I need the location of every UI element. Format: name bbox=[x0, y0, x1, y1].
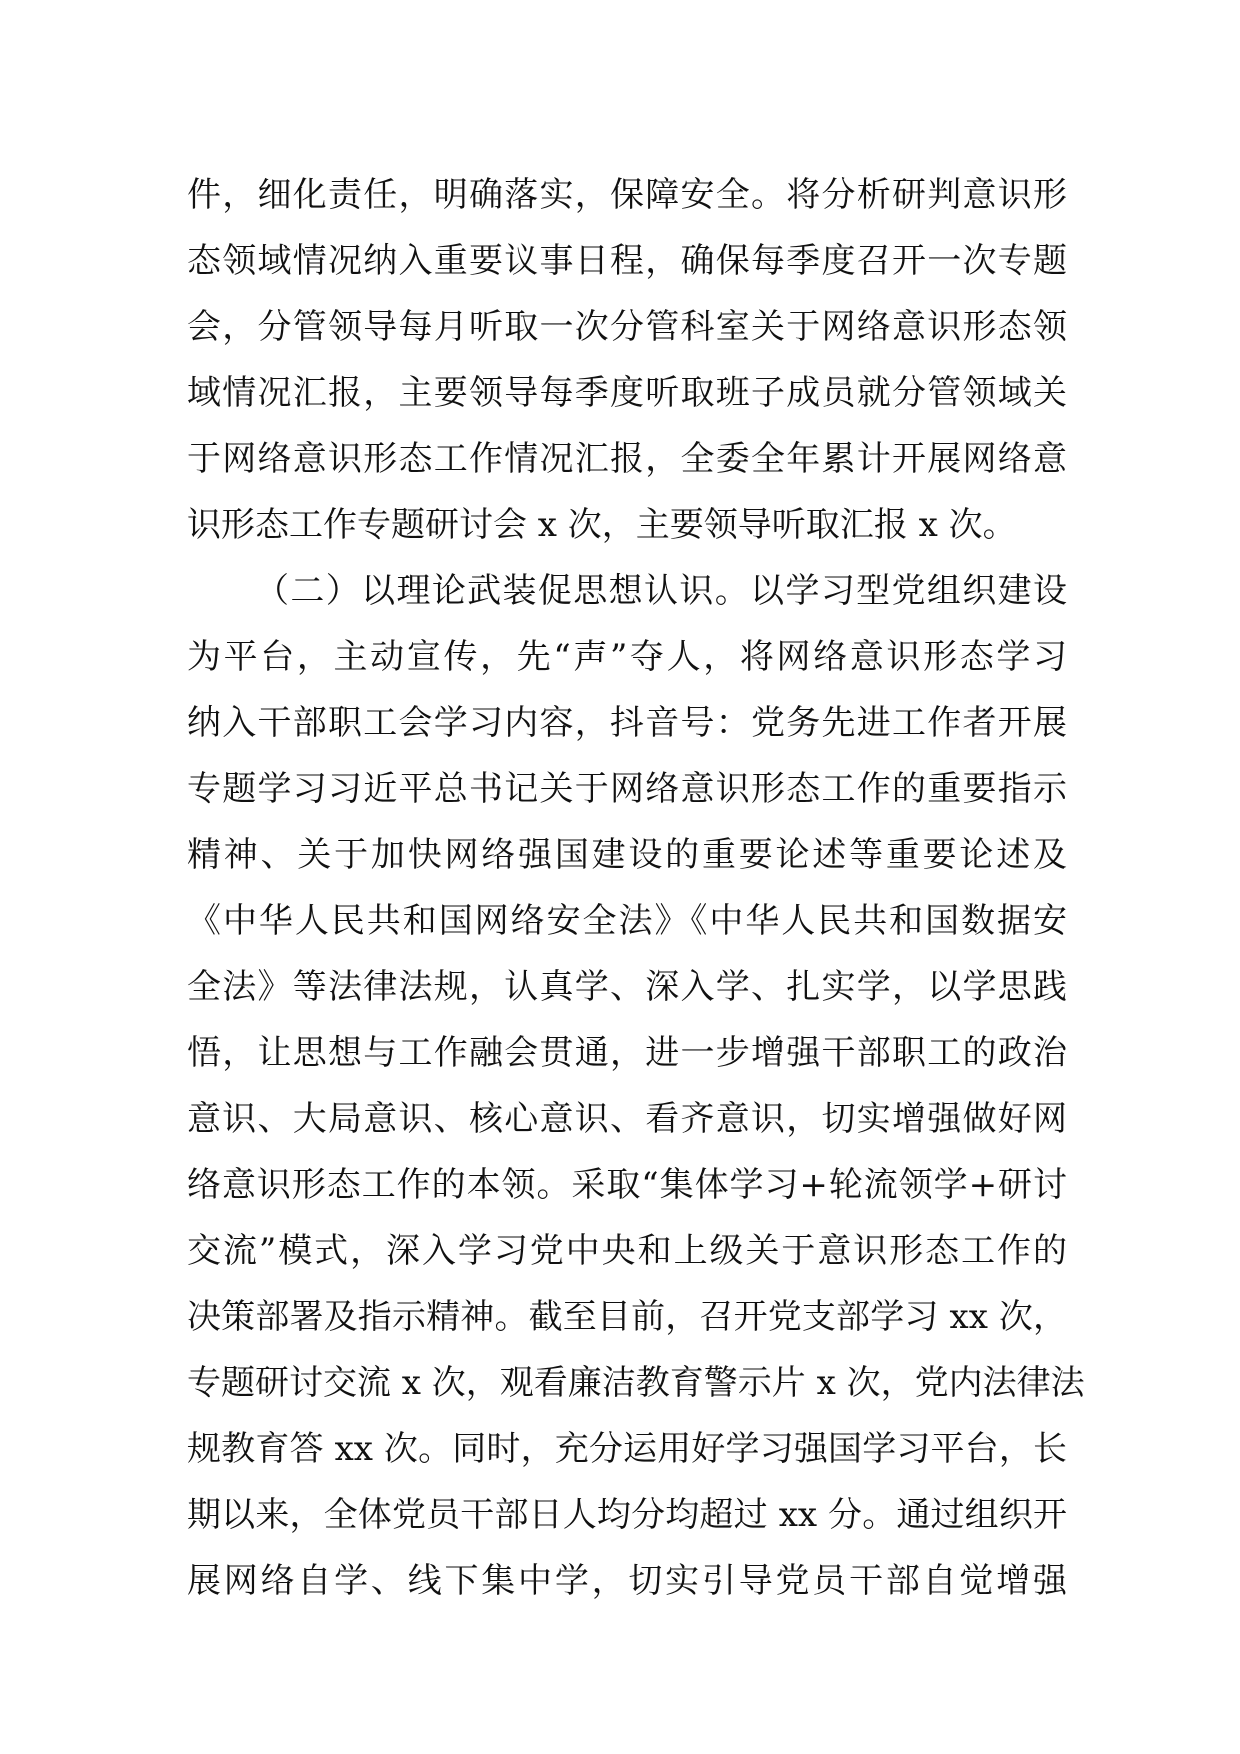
text-line: 会，分管领导每月听取一次分管科室关于网络意识形态领 bbox=[187, 307, 1067, 347]
text-line: 于网络意识形态工作情况汇报，全委全年累计开展网络意 bbox=[187, 439, 1067, 479]
section-heading-line: （二）以理论武装促思想认识。以学习型党组织建设 bbox=[255, 571, 1067, 611]
text-line: 精神、关于加快网络强国建设的重要论述等重要论述及 bbox=[187, 835, 1067, 875]
text-line: 态领域情况纳入重要议事日程，确保每季度召开一次专题 bbox=[187, 241, 1067, 281]
text-line: 识形态工作专题研讨会 x 次，主要领导听取汇报 x 次。 bbox=[187, 505, 1017, 545]
text-line: 域情况汇报，主要领导每季度听取班子成员就分管领域关 bbox=[187, 373, 1067, 413]
text-line: 件，细化责任，明确落实，保障安全。将分析研判意识形 bbox=[187, 175, 1067, 215]
text-line: 专题学习习近平总书记关于网络意识形态工作的重要指示 bbox=[187, 769, 1067, 809]
paragraph-1 bbox=[187, 162, 1067, 558]
text-line: 全法》等法律法规，认真学、深入学、扎实学，以学思践 bbox=[187, 967, 1067, 1007]
text-line: 络意识形态工作的本领。采取“集体学习+轮流领学+研讨 bbox=[187, 1165, 1067, 1205]
body-text bbox=[187, 162, 1085, 1614]
text-line: 交流”模式，深入学习党中央和上级关于意识形态工作的 bbox=[187, 1231, 1067, 1271]
text-line: 意识、大局意识、核心意识、看齐意识，切实增强做好网 bbox=[187, 1099, 1067, 1139]
text-line: 期以来，全体党员干部日人均分均超过 xx 分。通过组织开 bbox=[187, 1495, 1067, 1535]
text-line: 展网络自学、线下集中学，切实引导党员干部自觉增强 bbox=[187, 1561, 1067, 1601]
text-line: 规教育答 xx 次。同时，充分运用好学习强国学习平台，长 bbox=[187, 1429, 1067, 1469]
text-line: 悟，让思想与工作融会贯通，进一步增强干部职工的政治 bbox=[187, 1033, 1067, 1073]
text-line: 纳入干部职工会学习内容，抖音号：党务先进工作者开展 bbox=[187, 703, 1067, 743]
text-line: 《中华人民共和国网络安全法》《中华人民共和国数据安 bbox=[187, 901, 1067, 941]
paragraph-2 bbox=[187, 558, 1085, 1614]
text-line: 专题研讨交流 x 次，观看廉洁教育警示片 x 次，党内法律法 bbox=[187, 1363, 1085, 1403]
text-line: 为平台，主动宣传，先“声”夺人，将网络意识形态学习 bbox=[187, 637, 1067, 677]
text-line: 决策部署及指示精神。截至目前，召开党支部学习 xx 次， bbox=[187, 1297, 1067, 1337]
